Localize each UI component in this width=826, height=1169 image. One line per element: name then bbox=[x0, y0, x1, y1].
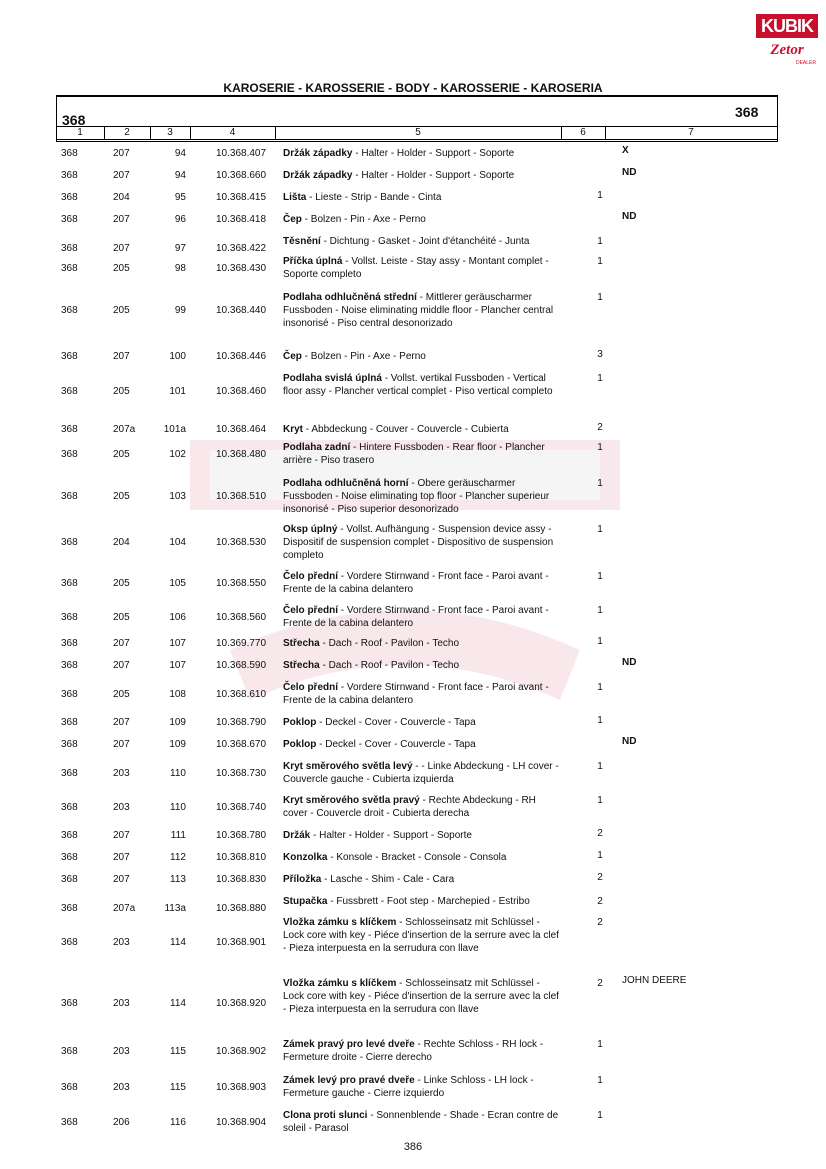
cell-position: 110 bbox=[170, 768, 186, 779]
cell-group: 368 bbox=[61, 768, 78, 779]
description-bold: Příložka bbox=[283, 874, 322, 885]
cell-position: 115 bbox=[170, 1046, 186, 1057]
description-bold: Konzolka bbox=[283, 852, 328, 863]
cell-figure: 207 bbox=[113, 739, 130, 750]
cell-position: 105 bbox=[169, 578, 186, 589]
cell-figure: 203 bbox=[113, 1046, 130, 1057]
cell-group: 368 bbox=[61, 491, 78, 502]
description-bold: Čep bbox=[283, 351, 302, 362]
description-bold: Vložka zámku s klíčkem bbox=[283, 917, 397, 928]
cell-group: 368 bbox=[61, 305, 78, 316]
cell-description bbox=[283, 291, 563, 330]
cell-quantity: 2 bbox=[597, 872, 603, 883]
cell-description bbox=[283, 350, 563, 363]
cell-group: 368 bbox=[61, 638, 78, 649]
cell-group: 368 bbox=[61, 852, 78, 863]
cell-description bbox=[283, 169, 563, 182]
cell-part-number: 10.368.660 bbox=[216, 170, 267, 181]
cell-description bbox=[283, 659, 563, 672]
cell-part-number: 10.368.780 bbox=[216, 830, 267, 841]
column-header: 2 bbox=[104, 127, 151, 139]
cell-description bbox=[283, 738, 563, 751]
cell-description bbox=[283, 1038, 563, 1064]
description-bold: Lišta bbox=[283, 192, 307, 203]
cell-position: 101 bbox=[169, 386, 186, 397]
cell-figure: 206 bbox=[113, 1117, 130, 1128]
cell-quantity: 1 bbox=[597, 682, 603, 693]
cell-quantity: 1 bbox=[597, 256, 603, 267]
description-rest: - Abbdeckung - Couver - Couvercle - Cubierta bbox=[303, 424, 509, 435]
cell-part-number: 10.368.903 bbox=[216, 1082, 267, 1093]
cell-part-number: 10.368.550 bbox=[216, 578, 267, 589]
cell-quantity: 1 bbox=[597, 795, 603, 806]
cell-note: ND bbox=[622, 736, 637, 747]
cell-description bbox=[283, 851, 563, 864]
cell-group: 368 bbox=[61, 1082, 78, 1093]
cell-figure: 207a bbox=[113, 903, 136, 914]
cell-group: 368 bbox=[61, 148, 78, 159]
cell-group: 368 bbox=[61, 386, 78, 397]
cell-figure: 207 bbox=[113, 830, 130, 841]
cell-group: 368 bbox=[61, 170, 78, 181]
cell-part-number: 10.368.430 bbox=[216, 263, 267, 274]
cell-position: 94 bbox=[174, 170, 186, 181]
cell-part-number: 10.368.407 bbox=[216, 148, 267, 159]
cell-part-number: 10.368.730 bbox=[216, 768, 267, 779]
cell-part-number: 10.368.530 bbox=[216, 537, 267, 548]
cell-description bbox=[283, 604, 563, 630]
cell-position: 97 bbox=[174, 243, 186, 254]
cell-figure: 204 bbox=[113, 537, 130, 548]
cell-note: ND bbox=[622, 211, 637, 222]
description-bold: Poklop bbox=[283, 717, 317, 728]
column-header: 5 bbox=[275, 127, 562, 139]
cell-figure: 205 bbox=[113, 386, 130, 397]
cell-figure: 205 bbox=[113, 491, 130, 502]
cell-description bbox=[283, 637, 563, 650]
cell-position: 110 bbox=[170, 802, 186, 813]
cell-figure: 207 bbox=[113, 638, 130, 649]
cell-part-number: 10.368.418 bbox=[216, 214, 267, 225]
cell-figure: 205 bbox=[113, 449, 130, 460]
column-header-row bbox=[56, 126, 778, 140]
cell-part-number: 10.368.740 bbox=[216, 802, 267, 813]
cell-position: 100 bbox=[169, 351, 186, 362]
cell-part-number: 10.368.510 bbox=[216, 491, 267, 502]
cell-part-number: 10.368.904 bbox=[216, 1117, 267, 1128]
cell-position: 107 bbox=[169, 660, 186, 671]
cell-group: 368 bbox=[61, 1046, 78, 1057]
description-rest: - Bolzen - Pin - Axe - Perno bbox=[301, 214, 426, 225]
cell-part-number: 10.368.790 bbox=[216, 717, 267, 728]
logo-brand: KUBIK bbox=[756, 14, 818, 38]
cell-description bbox=[283, 570, 563, 596]
description-bold: Poklop bbox=[283, 739, 317, 750]
cell-quantity: 2 bbox=[597, 978, 603, 989]
description-bold: Stupačka bbox=[283, 896, 328, 907]
cell-part-number: 10.368.460 bbox=[216, 386, 267, 397]
cell-group: 368 bbox=[61, 537, 78, 548]
cell-position: 115 bbox=[170, 1082, 186, 1093]
cell-description bbox=[283, 681, 563, 707]
cell-description bbox=[283, 1074, 563, 1100]
cell-group: 368 bbox=[61, 192, 78, 203]
description-rest: - Bolzen - Pin - Axe - Perno bbox=[301, 351, 426, 362]
cell-description bbox=[283, 873, 563, 886]
cell-figure: 207 bbox=[113, 660, 130, 671]
column-header: 4 bbox=[190, 127, 276, 139]
cell-group: 368 bbox=[61, 998, 78, 1009]
cell-part-number: 10.368.670 bbox=[216, 739, 267, 750]
cell-position: 109 bbox=[169, 739, 186, 750]
description-bold: Kryt směrového světla levý bbox=[283, 761, 413, 772]
description-bold: Čelo přední bbox=[283, 605, 339, 616]
cell-position: 102 bbox=[169, 449, 186, 460]
description-rest: - Linke Schloss - LH lock - Fermeture gauche - Cierre izquierdo bbox=[283, 1075, 534, 1099]
section-number-right: 368 bbox=[735, 104, 759, 120]
cell-position: 113 bbox=[170, 874, 186, 885]
cell-quantity: 1 bbox=[597, 636, 603, 647]
description-rest: - Schlosseinsatz mit Schlüssel - Lock core with key - Piéce d'insertion de la serrure avec la clef - Pieza interpuesta en la serrudura con llave bbox=[283, 917, 559, 954]
cell-group: 368 bbox=[61, 689, 78, 700]
description-rest: - Dach - Roof - Pavilon - Techo bbox=[319, 638, 460, 649]
column-header: 6 bbox=[561, 127, 606, 139]
logo-sub: Zetor bbox=[770, 42, 804, 58]
description-rest: - Rechte Abdeckung - RH cover - Couvercle droit - Cubierta derecha bbox=[283, 795, 536, 819]
cell-figure: 203 bbox=[113, 768, 130, 779]
cell-figure: 207 bbox=[113, 148, 130, 159]
description-bold: Zámek levý pro pravé dveře bbox=[283, 1075, 415, 1086]
cell-position: 103 bbox=[169, 491, 186, 502]
description-rest: - Vollst. Leiste - Stay assy - Montant complet - Soporte completo bbox=[283, 256, 549, 280]
cell-description bbox=[283, 441, 563, 467]
cell-description bbox=[283, 255, 563, 281]
description-bold: Oksp úplný bbox=[283, 524, 338, 535]
cell-figure: 205 bbox=[113, 305, 130, 316]
cell-part-number: 10.368.415 bbox=[216, 192, 267, 203]
description-bold: Těsnění bbox=[283, 236, 321, 247]
cell-position: 101a bbox=[163, 424, 186, 435]
cell-figure: 203 bbox=[113, 998, 130, 1009]
cell-description bbox=[283, 477, 563, 516]
cell-figure: 207 bbox=[113, 243, 130, 254]
cell-position: 116 bbox=[170, 1117, 186, 1128]
description-rest: - Halter - Holder - Support - Soporte bbox=[352, 170, 515, 181]
cell-description bbox=[283, 523, 563, 562]
cell-part-number: 10.368.560 bbox=[216, 612, 267, 623]
cell-description bbox=[283, 235, 563, 248]
cell-note: JOHN DEERE bbox=[622, 975, 687, 986]
cell-part-number: 10.368.590 bbox=[216, 660, 267, 671]
description-bold: Vložka zámku s klíčkem bbox=[283, 978, 397, 989]
description-rest: - Lieste - Strip - Bande - Cinta bbox=[306, 192, 442, 203]
description-rest: - Vordere Stirnwand - Front face - Paroi avant - Frente de la cabina delantero bbox=[283, 682, 549, 706]
cell-quantity: 2 bbox=[597, 422, 603, 433]
description-bold: Čep bbox=[283, 214, 302, 225]
cell-part-number: 10.368.440 bbox=[216, 305, 267, 316]
description-bold: Kryt bbox=[283, 424, 304, 435]
description-rest: - Hintere Fussboden - Rear floor - Plancher arrière - Piso trasero bbox=[283, 442, 545, 466]
description-rest: - Konsole - Bracket - Console - Consola bbox=[327, 852, 507, 863]
description-rest: - Obere geräuscharmer Fussboden - Noise eliminating top floor - Plancher superieur insonorisé - Piso superior desonorizado bbox=[283, 478, 550, 515]
description-bold: Kryt směrového světla pravý bbox=[283, 795, 420, 806]
description-bold: Držák západky bbox=[283, 148, 353, 159]
description-bold: Držák západky bbox=[283, 170, 353, 181]
description-rest: - Halter - Holder - Support - Soporte bbox=[352, 148, 515, 159]
cell-position: 111 bbox=[170, 830, 186, 841]
cell-quantity: 1 bbox=[597, 373, 603, 384]
cell-figure: 207 bbox=[113, 351, 130, 362]
column-header: 1 bbox=[56, 127, 105, 139]
cell-group: 368 bbox=[61, 243, 78, 254]
cell-quantity: 1 bbox=[597, 190, 603, 201]
description-rest: - Lasche - Shim - Cale - Cara bbox=[321, 874, 455, 885]
description-bold: Zámek pravý pro levé dveře bbox=[283, 1039, 415, 1050]
cell-part-number: 10.368.830 bbox=[216, 874, 267, 885]
description-bold: Střecha bbox=[283, 660, 320, 671]
cell-part-number: 10.368.901 bbox=[216, 937, 267, 948]
cell-description bbox=[283, 372, 563, 398]
cell-quantity: 3 bbox=[597, 349, 603, 360]
cell-figure: 205 bbox=[113, 263, 130, 274]
description-rest: - Rechte Schloss - RH lock - Fermeture droite - Cierre derecho bbox=[283, 1039, 544, 1063]
cell-figure: 203 bbox=[113, 1082, 130, 1093]
cell-description bbox=[283, 760, 563, 786]
description-bold: Střecha bbox=[283, 638, 320, 649]
cell-quantity: 1 bbox=[597, 571, 603, 582]
cell-group: 368 bbox=[61, 717, 78, 728]
cell-position: 104 bbox=[169, 537, 186, 548]
description-rest: - Deckel - Cover - Couvercle - Tapa bbox=[316, 739, 476, 750]
cell-description bbox=[283, 423, 563, 436]
cell-figure: 203 bbox=[113, 802, 130, 813]
description-bold: Podlaha svislá úplná bbox=[283, 373, 382, 384]
logo-tag: DEALER bbox=[795, 60, 816, 66]
description-rest: - Deckel - Cover - Couvercle - Tapa bbox=[316, 717, 476, 728]
cell-quantity: 1 bbox=[597, 761, 603, 772]
cell-position: 114 bbox=[170, 998, 186, 1009]
kubik-zetor-logo bbox=[756, 14, 818, 66]
description-rest: - Schlosseinsatz mit Schlüssel - Lock core with key - Piéce d'insertion de la serrure avec la clef - Pieza interpuesta en la serrudura con llave bbox=[283, 978, 559, 1015]
cell-position: 106 bbox=[169, 612, 186, 623]
cell-position: 114 bbox=[170, 937, 186, 948]
cell-figure: 207 bbox=[113, 170, 130, 181]
cell-position: 95 bbox=[174, 192, 186, 203]
cell-position: 98 bbox=[174, 263, 186, 274]
cell-figure: 203 bbox=[113, 937, 130, 948]
cell-position: 94 bbox=[174, 148, 186, 159]
cell-part-number: 10.369.770 bbox=[216, 638, 267, 649]
description-rest: - Vollst. vertikal Fussboden - Vertical floor assy - Plancher vertical complet - Piso vertical completo bbox=[283, 373, 553, 397]
cell-position: 108 bbox=[169, 689, 186, 700]
cell-part-number: 10.368.422 bbox=[216, 243, 267, 254]
cell-description bbox=[283, 895, 563, 908]
cell-position: 113a bbox=[164, 903, 186, 914]
description-bold: Podlaha zadní bbox=[283, 442, 351, 453]
cell-quantity: 2 bbox=[597, 828, 603, 839]
cell-description bbox=[283, 213, 563, 226]
cell-description bbox=[283, 147, 563, 160]
cell-quantity: 2 bbox=[597, 917, 603, 928]
description-bold: Clona proti slunci bbox=[283, 1110, 368, 1121]
cell-description bbox=[283, 916, 563, 955]
cell-quantity: 1 bbox=[597, 850, 603, 861]
cell-quantity: 1 bbox=[597, 478, 603, 489]
cell-part-number: 10.368.920 bbox=[216, 998, 267, 1009]
cell-figure: 207 bbox=[113, 852, 130, 863]
cell-position: 107 bbox=[169, 638, 186, 649]
cell-quantity: 1 bbox=[597, 524, 603, 535]
cell-position: 109 bbox=[169, 717, 186, 728]
description-rest: - Vordere Stirnwand - Front face - Paroi avant - Frente de la cabina delantero bbox=[283, 605, 549, 629]
cell-quantity: 1 bbox=[597, 715, 603, 726]
description-rest: - Mittlerer geräuscharmer Fussboden - Noise eliminating middle floor - Plancher central insonorisé - Piso central desonorizado bbox=[283, 292, 554, 329]
cell-group: 368 bbox=[61, 937, 78, 948]
cell-position: 96 bbox=[174, 214, 186, 225]
cell-group: 368 bbox=[61, 578, 78, 589]
cell-quantity: 1 bbox=[597, 1075, 603, 1086]
description-rest: - Vordere Stirnwand - Front face - Paroi avant - Frente de la cabina delantero bbox=[283, 571, 549, 595]
cell-part-number: 10.368.446 bbox=[216, 351, 267, 362]
cell-part-number: 10.368.880 bbox=[216, 903, 267, 914]
cell-note: ND bbox=[622, 657, 637, 668]
description-rest: - Fussbrett - Foot step - Marchepied - Estribo bbox=[327, 896, 530, 907]
cell-group: 368 bbox=[61, 1117, 78, 1128]
cell-part-number: 10.368.464 bbox=[216, 424, 267, 435]
cell-figure: 207 bbox=[113, 717, 130, 728]
cell-figure: 207a bbox=[113, 424, 136, 435]
section-number-left: 368 bbox=[62, 112, 86, 128]
cell-description bbox=[283, 191, 563, 204]
description-bold: Podlaha odhlučněná střední bbox=[283, 292, 417, 303]
description-rest: - Dichtung - Gasket - Joint d'étanchéité - Junta bbox=[320, 236, 530, 247]
cell-quantity: 1 bbox=[597, 442, 603, 453]
cell-part-number: 10.368.810 bbox=[216, 852, 267, 863]
description-rest: - Dach - Roof - Pavilon - Techo bbox=[319, 660, 460, 671]
cell-group: 368 bbox=[61, 739, 78, 750]
cell-description bbox=[283, 794, 563, 820]
cell-description bbox=[283, 716, 563, 729]
description-bold: Čelo přední bbox=[283, 682, 339, 693]
cell-group: 368 bbox=[61, 830, 78, 841]
cell-group: 368 bbox=[61, 802, 78, 813]
cell-figure: 205 bbox=[113, 689, 130, 700]
description-bold: Podlaha odhlučněná horní bbox=[283, 478, 409, 489]
cell-figure: 204 bbox=[113, 192, 130, 203]
cell-part-number: 10.368.610 bbox=[216, 689, 267, 700]
cell-quantity: 1 bbox=[597, 1039, 603, 1050]
column-header: 3 bbox=[150, 127, 191, 139]
cell-group: 368 bbox=[61, 449, 78, 460]
cell-position: 99 bbox=[174, 305, 186, 316]
cell-quantity: 1 bbox=[597, 292, 603, 303]
description-rest: - Sonnenblende - Shade - Ecran contre de soleil - Parasol bbox=[283, 1110, 559, 1134]
column-header: 7 bbox=[688, 127, 694, 138]
cell-quantity: 1 bbox=[597, 236, 603, 247]
cell-group: 368 bbox=[61, 660, 78, 671]
description-bold: Držák bbox=[283, 830, 311, 841]
cell-figure: 207 bbox=[113, 214, 130, 225]
cell-description bbox=[283, 829, 563, 842]
cell-quantity: 2 bbox=[597, 896, 603, 907]
description-bold: Příčka úplná bbox=[283, 256, 343, 267]
cell-group: 368 bbox=[61, 214, 78, 225]
cell-note: X bbox=[622, 145, 629, 156]
cell-part-number: 10.368.902 bbox=[216, 1046, 267, 1057]
description-rest: - - Linke Abdeckung - LH cover - Couvercle gauche - Cubierta izquierda bbox=[283, 761, 559, 785]
cell-position: 112 bbox=[170, 852, 186, 863]
cell-group: 368 bbox=[61, 874, 78, 885]
cell-figure: 205 bbox=[113, 612, 130, 623]
cell-figure: 207 bbox=[113, 874, 130, 885]
cell-group: 368 bbox=[61, 612, 78, 623]
cell-description bbox=[283, 977, 563, 1016]
cell-quantity: 1 bbox=[597, 605, 603, 616]
description-bold: Čelo přední bbox=[283, 571, 339, 582]
cell-group: 368 bbox=[61, 903, 78, 914]
description-rest: - Vollst. Aufhängung - Suspension device assy - Dispositif de suspension complet - Dispositivo de suspension completo bbox=[283, 524, 554, 561]
description-rest: - Halter - Holder - Support - Soporte bbox=[310, 830, 472, 841]
cell-quantity: 1 bbox=[597, 1110, 603, 1121]
page-number: 386 bbox=[403, 1141, 423, 1153]
cell-group: 368 bbox=[61, 351, 78, 362]
page-title: KAROSERIE - KAROSSERIE - BODY - KAROSSERIE - KAROSERIA bbox=[223, 81, 603, 95]
cell-description bbox=[283, 1109, 563, 1135]
cell-group: 368 bbox=[61, 263, 78, 274]
cell-note: ND bbox=[622, 167, 637, 178]
cell-figure: 205 bbox=[113, 578, 130, 589]
cell-part-number: 10.368.480 bbox=[216, 449, 267, 460]
cell-group: 368 bbox=[61, 424, 78, 435]
